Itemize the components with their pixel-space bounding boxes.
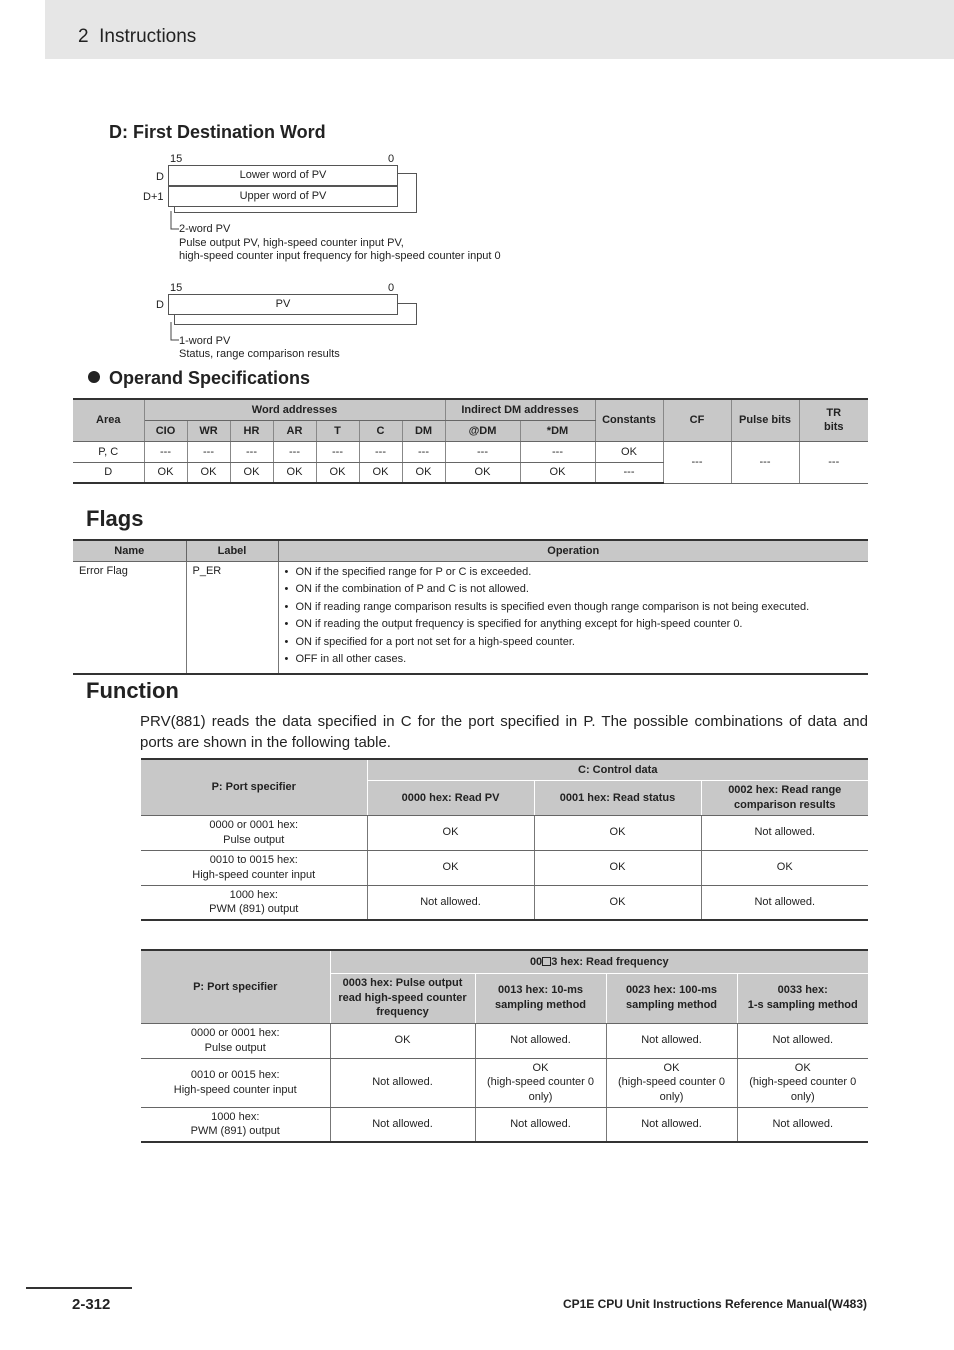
row-label-d1: D+1 (143, 191, 164, 203)
flag-label: P_ER (186, 561, 278, 674)
note-line1: Pulse output PV, high-speed counter input PV, (179, 237, 404, 249)
port-line2: PWM (891) output (190, 1125, 280, 1138)
table-cell: --- (316, 441, 359, 462)
cf-cell: --- (663, 441, 731, 483)
col-1s (737, 973, 868, 1023)
flags-heading: Flags (86, 506, 144, 531)
lower-word-box: Lower word of PV (168, 165, 398, 186)
port-line2: Pulse output (204, 1041, 266, 1054)
col-read-range (701, 780, 868, 815)
row-label-d: D (156, 171, 164, 183)
table-cell: Not allowed. (701, 815, 868, 850)
table-cell: Not allowed. (475, 1107, 606, 1142)
table-row (141, 1023, 868, 1058)
table-row (141, 815, 868, 850)
table-row (73, 441, 868, 462)
col-name: Name (73, 540, 186, 561)
port-line1: 0010 to 0015 hex: (209, 854, 298, 866)
sub-col: T (316, 420, 359, 441)
col-line: 0003 hex: Pulse output (342, 977, 463, 990)
col-line: 0033 hex: (777, 984, 828, 996)
table-cell (475, 1058, 606, 1107)
footer-rule (26, 1287, 132, 1289)
cell-line: only) (790, 1090, 815, 1103)
dest-heading: D: First Destination Word (109, 122, 326, 142)
port-cell (141, 1058, 330, 1107)
area-cell: D (73, 462, 144, 483)
table-cell: OK (534, 885, 701, 920)
port-line1: 0010 or 0015 hex: (190, 1069, 280, 1081)
table-cell: --- (359, 441, 402, 462)
table-cell: Not allowed. (606, 1107, 737, 1142)
col-100ms (606, 973, 737, 1023)
square-icon (542, 957, 551, 966)
table-cell: --- (187, 441, 230, 462)
table-cell: OK (230, 462, 273, 483)
col-operation: Operation (278, 540, 868, 561)
read-frequency-table (141, 949, 868, 1143)
table-cell: OK (595, 441, 663, 462)
freq-header-suffix: 3 hex: Read frequency (551, 955, 669, 968)
pulse-cell: --- (731, 441, 799, 483)
table-cell: Not allowed. (737, 1107, 868, 1142)
col-pulse-output-freq (330, 973, 475, 1023)
col-line: sampling method (494, 999, 587, 1011)
function-heading: Function (86, 678, 179, 703)
port-line1: 1000 hex: (229, 888, 278, 901)
table-cell: Not allowed. (606, 1023, 737, 1058)
port-line2: High-speed counter input (192, 868, 316, 881)
col-read-status: 0001 hex: Read status (534, 780, 701, 815)
table-cell: OK (701, 850, 868, 885)
sub-col: AR (273, 420, 316, 441)
col-line: 0013 hex: 10-ms (498, 984, 583, 996)
cell-line: OK (794, 1061, 811, 1074)
col-line: sampling method (625, 999, 718, 1011)
port-cell (141, 1107, 330, 1142)
table-cell: --- (402, 441, 445, 462)
col-cf: CF (663, 399, 731, 441)
col-line: frequency (376, 1006, 429, 1019)
port-line1: 0000 or 0001 hex: (190, 1027, 280, 1039)
cell-line: only) (659, 1090, 684, 1103)
cell-line: only) (528, 1090, 553, 1103)
table-cell: Not allowed. (737, 1023, 868, 1058)
sub-col: HR (230, 420, 273, 441)
table-cell: Not allowed. (367, 885, 534, 920)
col-line: read high-speed counter (338, 991, 467, 1004)
table-cell: --- (445, 441, 520, 462)
table-cell: OK (359, 462, 402, 483)
note-title: 1-word PV (179, 335, 231, 347)
bit-15-label: 15 (170, 153, 183, 165)
table-cell: --- (144, 441, 187, 462)
bit-15-label: 15 (170, 282, 183, 294)
table-cell: OK (534, 850, 701, 885)
sub-col: C (359, 420, 402, 441)
note-line1: Status, range comparison results (179, 348, 340, 360)
note-title: 2-word PV (179, 223, 231, 235)
col-line: 1-s sampling method (747, 999, 858, 1011)
col-area: Area (73, 399, 144, 441)
table-cell: --- (230, 441, 273, 462)
area-cell: P, C (73, 441, 144, 462)
port-line2: High-speed counter input (173, 1083, 297, 1096)
sub-col: WR (187, 420, 230, 441)
manual-title: CP1E CPU Unit Instructions Reference Manual(W483) (562, 1297, 867, 1311)
table-cell: OK (187, 462, 230, 483)
table-cell: OK (402, 462, 445, 483)
sub-col: DM (402, 420, 445, 441)
port-line2: Pulse output (223, 833, 285, 846)
cell-line: OK (532, 1061, 549, 1074)
table-row (141, 850, 868, 885)
table-cell: --- (520, 441, 595, 462)
table-cell: --- (595, 462, 663, 483)
port-line1: 1000 hex: (211, 1110, 260, 1123)
table-cell: OK (144, 462, 187, 483)
col-port: P: Port specifier (141, 950, 330, 1023)
list-item: • ON if the specified range for P or C is exceeded. (285, 565, 863, 583)
list-item: • ON if reading the output frequency is specified for anything except for high-speed counter 0. (285, 617, 863, 635)
note-line2: high-speed counter input frequency for high-speed counter input 0 (179, 250, 501, 262)
table-cell: OK (445, 462, 520, 483)
bit-0-label: 0 (388, 153, 395, 165)
table-cell: OK (330, 1023, 475, 1058)
table-cell: --- (273, 441, 316, 462)
sub-col: *DM (520, 420, 595, 441)
table-row (141, 1107, 868, 1142)
flag-name: Error Flag (73, 561, 186, 674)
cell-line: (high-speed counter 0 (617, 1076, 725, 1089)
tr-cell: --- (799, 441, 868, 483)
list-item: • ON if specified for a port not set for a high-speed counter. (285, 635, 863, 653)
table-row (141, 1058, 868, 1107)
col-control: C: Control data (367, 759, 868, 780)
table-cell: OK (367, 850, 534, 885)
col-pulse: Pulse bits (731, 399, 799, 441)
cell-line: (high-speed counter 0 (486, 1076, 594, 1089)
flag-operation (278, 561, 868, 674)
freq-header-prefix: 00 (529, 955, 543, 968)
table-cell: OK (534, 815, 701, 850)
col-tr-text: TR bits (823, 407, 844, 434)
port-cell (141, 1023, 330, 1058)
table-cell: Not allowed. (330, 1107, 475, 1142)
table-cell: OK (367, 815, 534, 850)
port-line2: PWM (891) output (209, 903, 299, 916)
bit-0-label: 0 (388, 282, 395, 294)
row-label-d: D (156, 299, 164, 311)
col-read-range-1: 0002 hex: Read range (728, 783, 842, 796)
list-item: • OFF in all other cases. (285, 652, 863, 670)
col-read-range-2: comparison results (734, 798, 836, 811)
table-row (141, 885, 868, 920)
col-port: P: Port specifier (141, 759, 367, 815)
control-data-table (141, 758, 868, 921)
col-label: Label (186, 540, 278, 561)
table-cell: Not allowed. (701, 885, 868, 920)
col-10ms (475, 973, 606, 1023)
col-line: 0023 hex: 100-ms (625, 984, 718, 996)
col-constants: Constants (595, 399, 663, 441)
cell-line: (high-speed counter 0 (749, 1076, 857, 1089)
function-paragraph: PRV(881) reads the data specified in C for the port specified in P. The possible combinations of data and ports are shown in the following table. (140, 713, 868, 751)
port-cell (141, 850, 367, 885)
operand-table (73, 398, 868, 484)
cell-line: OK (663, 1061, 680, 1074)
list-item: • ON if the combination of P and C is not allowed. (285, 582, 863, 600)
operation-list (285, 565, 863, 671)
chapter-title: Instructions (99, 26, 197, 47)
col-read-frequency (330, 950, 868, 973)
upper-word-box: Upper word of PV (168, 186, 398, 207)
col-tr (799, 399, 868, 441)
sub-col: @DM (445, 420, 520, 441)
flags-table (73, 539, 868, 675)
table-row (73, 561, 868, 674)
table-cell: OK (273, 462, 316, 483)
table-cell: OK (316, 462, 359, 483)
bullet-icon (88, 371, 100, 383)
list-item: • ON if reading range comparison results is specified even though range comparison is not being executed. (285, 600, 863, 618)
table-cell: Not allowed. (330, 1058, 475, 1107)
col-indirect: Indirect DM addresses (445, 399, 595, 420)
port-cell (141, 815, 367, 850)
port-line1: 0000 or 0001 hex: (209, 819, 299, 831)
table-cell: OK (520, 462, 595, 483)
port-cell (141, 885, 367, 920)
chapter-header (78, 26, 196, 48)
pv-box: PV (168, 294, 398, 315)
sub-col: CIO (144, 420, 187, 441)
table-cell (606, 1058, 737, 1107)
col-read-pv: 0000 hex: Read PV (367, 780, 534, 815)
operand-heading-text: Operand Specifications (109, 368, 311, 388)
col-word-addresses: Word addresses (144, 399, 445, 420)
table-cell (737, 1058, 868, 1107)
table-cell: Not allowed. (475, 1023, 606, 1058)
page-number: 2-312 (72, 1296, 111, 1313)
operand-heading (88, 368, 310, 389)
chapter-number: 2 (78, 26, 89, 47)
